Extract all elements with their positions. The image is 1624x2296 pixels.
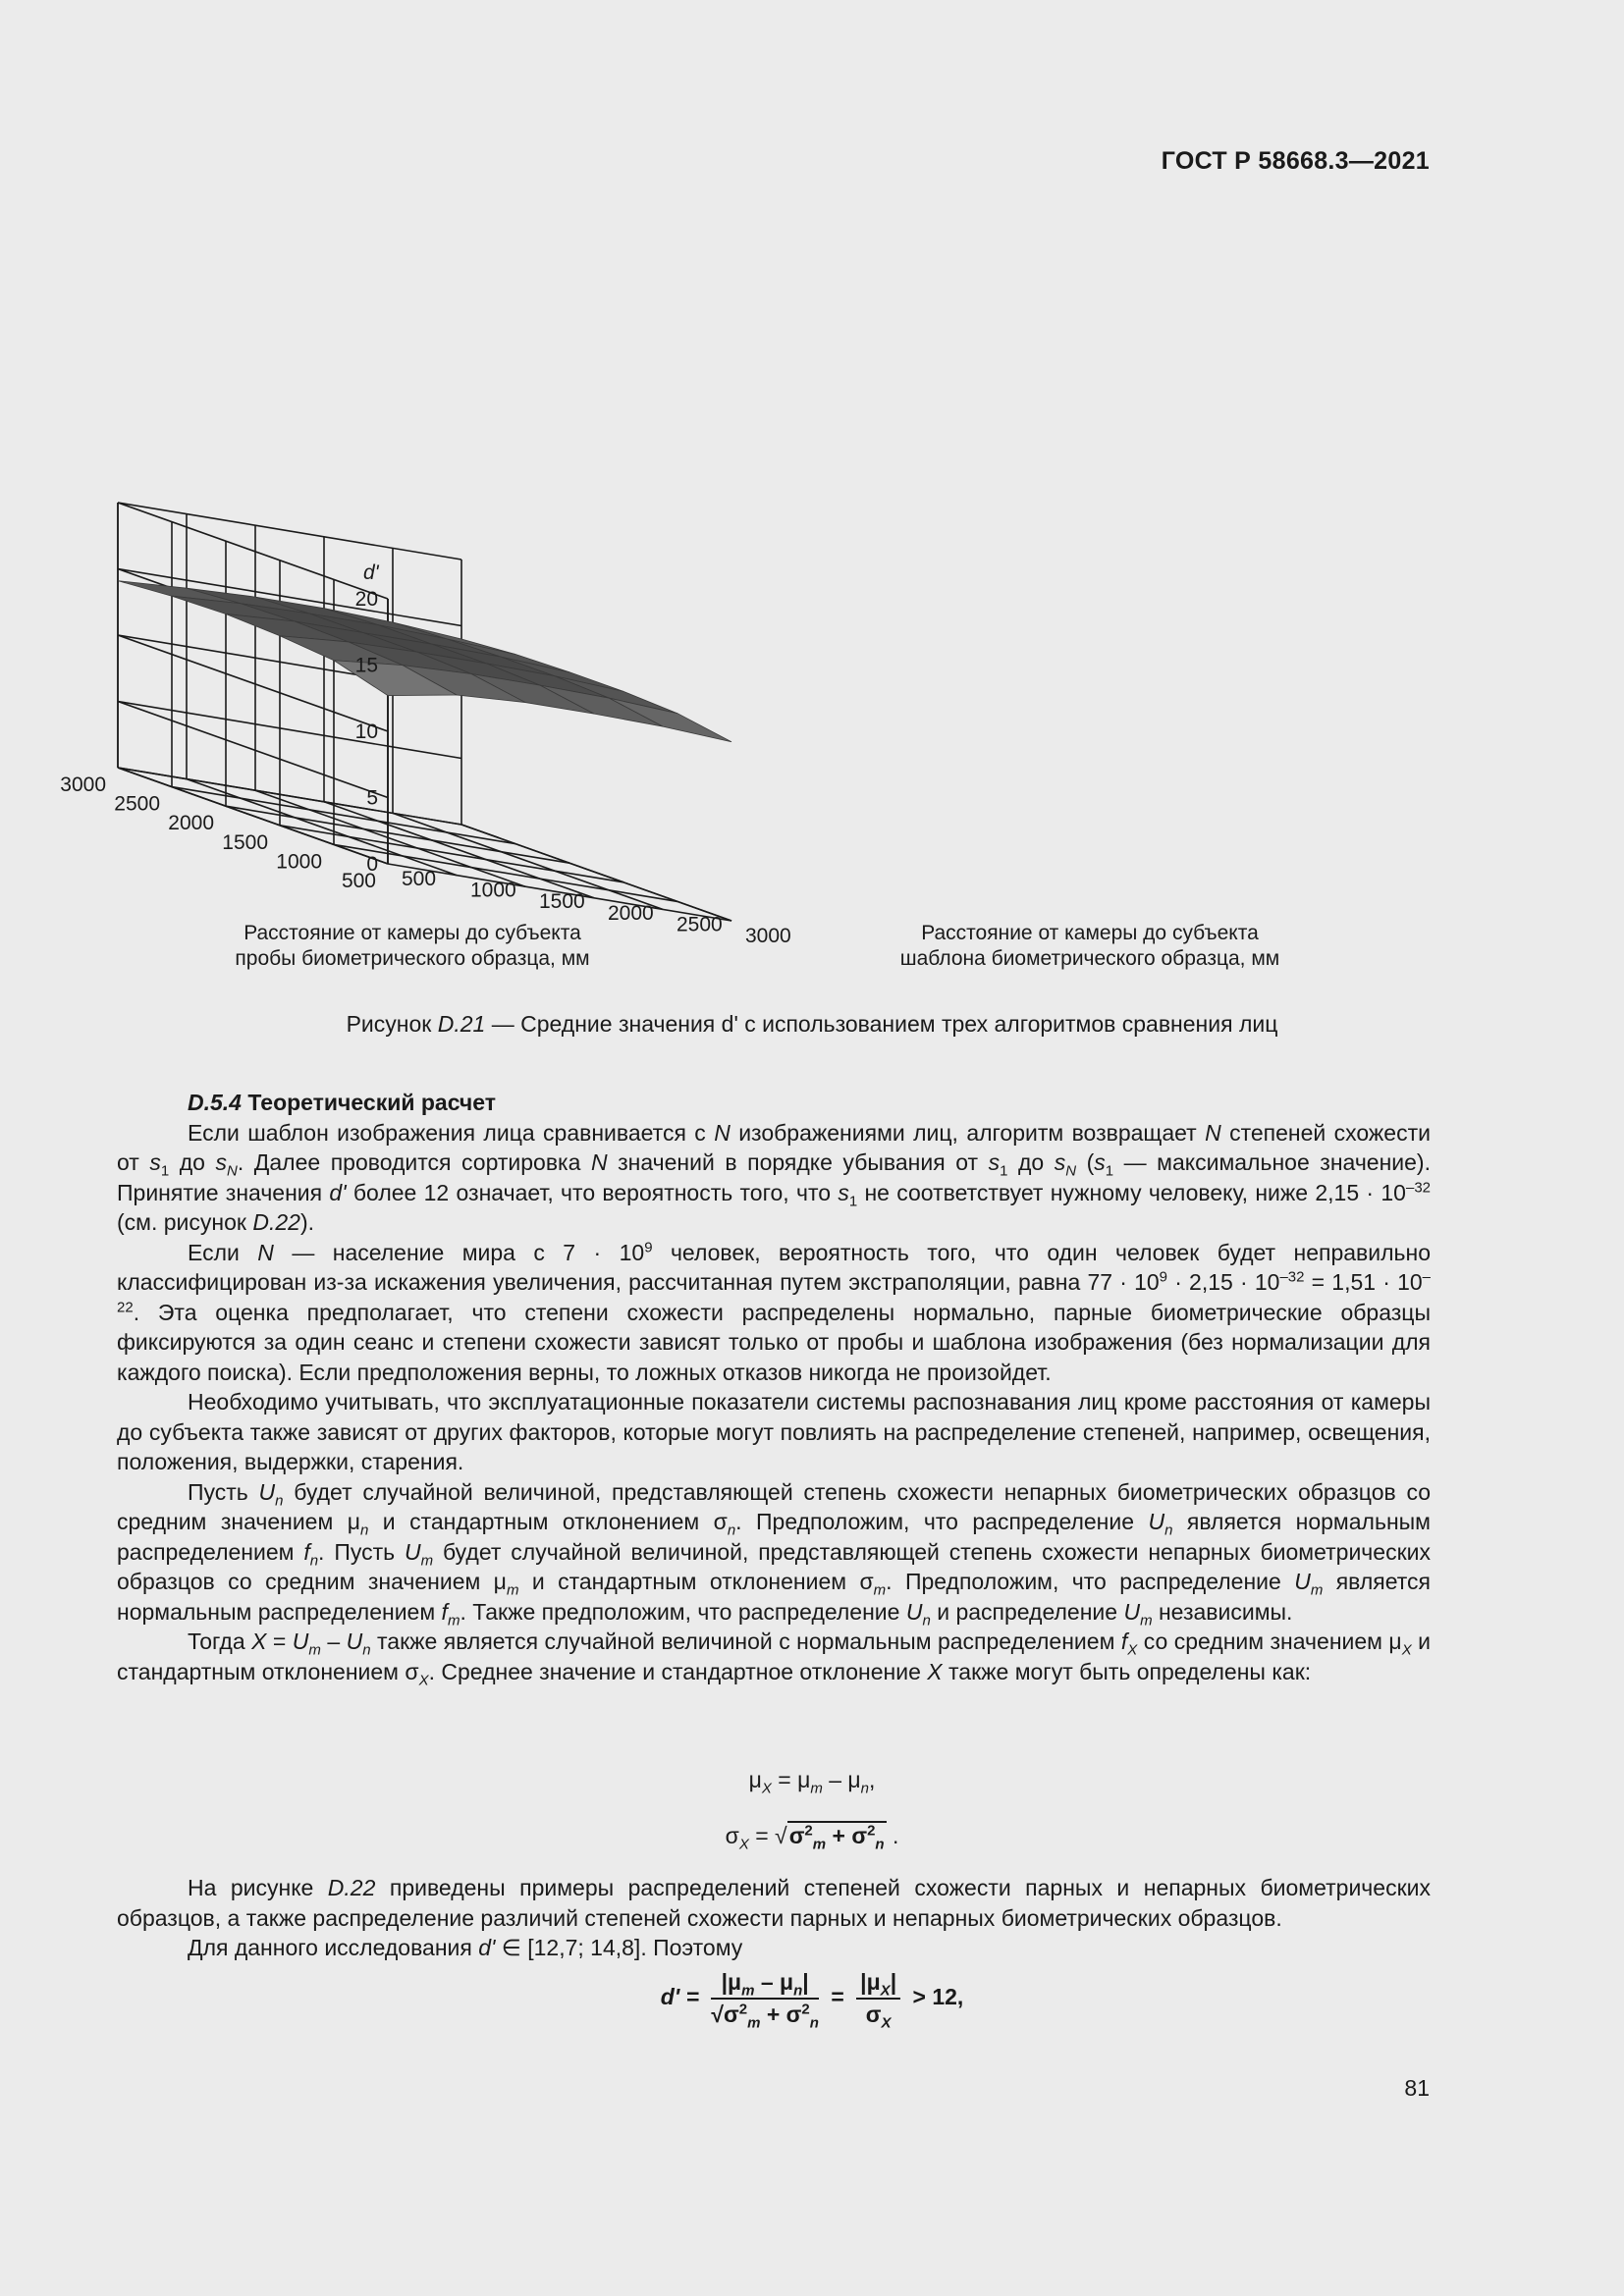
p1-t8: до <box>169 1149 216 1175</box>
p5-t17: X <box>927 1658 943 1684</box>
p1-t23: d' <box>329 1179 347 1205</box>
p5-t12: со средним значением μ <box>1137 1629 1402 1654</box>
section-heading <box>117 1088 1431 1118</box>
f3-d1: √σ <box>711 2002 739 2027</box>
caption-prefix: Рисунок <box>346 1011 432 1037</box>
formula-mean <box>0 1767 1624 1797</box>
f3-n3: | <box>802 1969 809 1995</box>
x-tick-0: 500 <box>402 868 437 890</box>
f3-d1p: 2 <box>738 2001 748 2018</box>
p1-t3: изображениями лиц, алгоритм возвращает <box>730 1119 1206 1146</box>
f2-f: m <box>812 1836 827 1853</box>
p5-t15: X <box>418 1672 429 1689</box>
p4-t31: U <box>1123 1598 1141 1625</box>
p2-t1: Если <box>188 1239 258 1265</box>
p2-t2: N <box>257 1239 274 1265</box>
f1-b: X <box>761 1780 772 1797</box>
f3-db1: σ <box>865 2002 882 2027</box>
f3-d2: + σ <box>760 2002 802 2027</box>
f1-g: , <box>869 1767 876 1792</box>
p1-t20: s <box>1094 1149 1106 1175</box>
p1-t11: . Далее проводится сортировка <box>237 1149 591 1175</box>
right-wall-h-4 <box>118 503 461 560</box>
p4-t2: U <box>258 1478 276 1505</box>
z-tick-0: 0 <box>366 853 378 876</box>
p1-t26: 1 <box>848 1193 858 1210</box>
left-wall-h-1 <box>118 702 388 798</box>
p1-t13: значений в порядке убывания от <box>607 1149 989 1175</box>
f2-i: n <box>875 1836 885 1853</box>
y-tick-2: 1500 <box>222 830 268 854</box>
p4-t15: U <box>405 1538 421 1565</box>
paragraph-5 <box>117 1627 1432 1689</box>
f3-d2s: n <box>809 2014 819 2032</box>
p2-t3: — население мира с 7 · 10 <box>273 1239 645 1265</box>
p1-t31: ). <box>299 1209 314 1235</box>
chart-surface <box>118 581 731 742</box>
f3-n2s: n <box>793 1982 803 2000</box>
p4-t1: Пусть <box>188 1478 259 1505</box>
p1-t14: s <box>988 1149 1001 1175</box>
f3-nb1: |μ <box>860 1969 881 1995</box>
f3-num1 <box>711 1969 819 2000</box>
f2-a: σ <box>725 1823 739 1848</box>
f2-b: X <box>738 1836 749 1853</box>
f1-e: – μ <box>822 1767 861 1792</box>
p1-t9: s <box>215 1149 228 1175</box>
p5-t18: также могут быть определены как: <box>942 1658 1312 1684</box>
y-axis-label-2: пробы биометрического образца, мм <box>235 947 590 970</box>
right-wall-h-1 <box>118 702 461 759</box>
p5-t14: и стандартным отклонением σ <box>117 1629 1432 1684</box>
p4-t14: . Пусть <box>318 1538 405 1565</box>
y-tick-1: 1000 <box>276 850 322 874</box>
p1-t4: N <box>1205 1119 1221 1146</box>
p4-t29: n <box>922 1612 931 1629</box>
y-tick-0: 500 <box>341 870 376 892</box>
p5-t13: X <box>1401 1641 1412 1659</box>
p4-t26: m <box>447 1612 460 1629</box>
p5-t6: – <box>320 1629 347 1654</box>
p4-t3: n <box>275 1492 284 1510</box>
surface-patch-0-4 <box>118 581 241 604</box>
p1-t28: –32 <box>1405 1178 1432 1196</box>
p4-t6: и стандартным отклонением σ <box>368 1509 728 1534</box>
p2-t8: –32 <box>1279 1268 1305 1286</box>
y-tick-3: 2000 <box>168 812 214 835</box>
y-tick-4: 2500 <box>114 792 160 816</box>
paragraph-4 <box>117 1477 1431 1628</box>
z-axis-label: d' <box>363 561 379 584</box>
paragraph-2 <box>117 1238 1431 1388</box>
p5-t7: U <box>346 1629 363 1654</box>
p5-t5: m <box>308 1641 321 1659</box>
p4-t32: m <box>1140 1612 1153 1629</box>
p2-t6: 9 <box>1159 1268 1168 1286</box>
p6-t1: На рисунке <box>188 1875 328 1900</box>
p6-t2: D.22 <box>327 1875 376 1900</box>
p1-t6: s <box>149 1149 161 1175</box>
f3-d2p: 2 <box>801 2001 810 2018</box>
f3-eq: = <box>831 1984 844 2010</box>
p4-t12: f <box>303 1538 310 1565</box>
f2-d: σ <box>788 1823 805 1848</box>
p1-t2: N <box>714 1119 731 1146</box>
p1-t1: Если шаблон изображения лица сравнивается с <box>188 1119 715 1146</box>
p5-t11: X <box>1127 1641 1138 1659</box>
p1-t25: s <box>838 1179 849 1205</box>
p1-t12: N <box>590 1149 608 1175</box>
f1-a: μ <box>748 1767 762 1792</box>
p4-t8: . Предположим, что распределение <box>735 1509 1149 1534</box>
p1-t15: 1 <box>1000 1162 1008 1180</box>
p5-t9: также является случайной величиной с нормальным распределением <box>370 1629 1121 1654</box>
p1-t22: — максимальное значение). Принятие значения <box>117 1149 1431 1205</box>
z-tick-3: 15 <box>354 654 378 677</box>
p4-t30: и распределение <box>930 1598 1124 1625</box>
p1-t18: N <box>1065 1162 1077 1180</box>
body-text-2 <box>117 1873 1431 1963</box>
page-number: 81 <box>1404 2075 1430 2101</box>
x-tick-4: 2500 <box>677 913 723 936</box>
x-tick-3: 2000 <box>608 901 654 925</box>
f1-c: = μ <box>771 1767 811 1792</box>
p1-t27: не соответствует нужному человеку, ниже 2,15 · 10 <box>857 1179 1406 1205</box>
p4-t11: является нормальным распределением <box>117 1509 1431 1565</box>
p1-t24: более 12 означает, что вероятность того, что <box>346 1179 839 1205</box>
p5-t10: f <box>1120 1629 1128 1654</box>
p1-t29: (см. рисунок <box>117 1209 253 1235</box>
p4-t10: n <box>1164 1522 1173 1539</box>
surface-chart <box>60 221 1384 987</box>
p4-t23: m <box>1310 1581 1324 1599</box>
p7-t1: Для данного исследования <box>188 1935 479 1960</box>
f3-n1s: m <box>741 1982 755 2000</box>
p4-t28: U <box>905 1598 923 1625</box>
f3-den2 <box>856 2000 900 2032</box>
p4-t22: U <box>1294 1569 1311 1594</box>
f3-frac2 <box>856 1969 900 2032</box>
f3-d1s: m <box>747 2014 761 2032</box>
p4-t16: m <box>420 1552 434 1570</box>
y-axis-label-1: Расстояние от камеры до субъекта <box>244 922 581 944</box>
p1-t21: 1 <box>1105 1162 1114 1180</box>
f3-n2: – μ <box>754 1969 794 1995</box>
p4-t24: является нормальным распределением <box>117 1569 1431 1625</box>
p2-t10: –22 <box>117 1268 1432 1315</box>
p4-t33: независимы. <box>1152 1598 1293 1625</box>
f3-tail: > 12, <box>912 1984 964 2010</box>
paragraph-1 <box>117 1118 1431 1238</box>
p4-t17: будет случайной величиной, представляющей степень схожести непарных биометрических образцов со средним значением μ <box>117 1538 1431 1594</box>
p4-t21: . Предположим, что распределение <box>886 1569 1295 1594</box>
f3-n1: |μ <box>721 1969 742 1995</box>
f3-db1s: X <box>881 2014 892 2032</box>
p2-t7: · 2,15 · 10 <box>1167 1269 1280 1295</box>
p1-t19: ( <box>1076 1149 1095 1175</box>
p2-t4: 9 <box>644 1238 653 1255</box>
p5-t1: Тогда <box>188 1629 252 1654</box>
f2-radicand <box>787 1821 887 1853</box>
caption-text: — Средние значения d' с использованием трех алгоритмов сравнения лиц <box>485 1011 1278 1037</box>
p4-t9: U <box>1148 1509 1165 1534</box>
p4-t18: m <box>506 1581 519 1599</box>
p6-t3: приведены примеры распределений степеней схожести парных и непарных биометрических образцов, а также распределение различий степеней схожести парных и непарных биометрических образцов. <box>117 1875 1431 1931</box>
x-axis-label-1: Расстояние от камеры до субъекта <box>921 922 1259 944</box>
left-wall-h-4 <box>118 503 388 599</box>
p5-t16: . Среднее значение и стандартное отклонение <box>428 1658 928 1684</box>
p4-t19: и стандартным отклонением σ <box>518 1569 874 1594</box>
x-tick-5: 3000 <box>745 925 791 947</box>
f1-f: n <box>860 1780 870 1797</box>
p4-t27: . Также предположим, что распределение <box>460 1598 906 1625</box>
p5-t3: = <box>266 1629 293 1654</box>
p7-t2: d' <box>478 1935 496 1960</box>
f2-e: 2 <box>804 1822 813 1840</box>
f2-h: 2 <box>867 1822 876 1840</box>
f3-nb1s: X <box>880 1982 891 2000</box>
document-header: ГОСТ Р 58668.3—2021 <box>1161 147 1430 175</box>
p1-t5: степеней схожести от <box>117 1119 1431 1175</box>
chart-labels <box>60 561 1279 970</box>
formula-std <box>0 1822 1624 1853</box>
paragraph-3: Необходимо учитывать, что эксплуатационные показатели системы распознавания лиц кроме расстояния от камеры до субъекта также зависят от других факторов, которые могут повлиять на распределение степеней, например, освещения, положения, выдержки, старения. <box>117 1389 1431 1474</box>
p1-t7: 1 <box>160 1162 170 1180</box>
p4-t5: n <box>360 1522 369 1539</box>
z-tick-2: 10 <box>354 721 378 743</box>
f3-num2 <box>856 1969 900 2000</box>
p1-t16: до <box>1007 1149 1055 1175</box>
paragraph-7 <box>117 1933 1431 1963</box>
f2-c: = √ <box>748 1823 787 1848</box>
p4-t4: будет случайной величиной, представляющей степень схожести непарных биометрических образцов со средним значением μ <box>117 1478 1431 1534</box>
y-tick-5: 3000 <box>60 774 106 796</box>
f2-j: . <box>886 1823 899 1848</box>
p2-t11: . Эта оценка предполагает, что степени схожести распределены нормально, парные биометрические образцы фиксируются за один сеанс и степени схожести зависят только от пробы и шаблона изображения (без нормализации для каждого поиска). Если предположения верны, то ложных отказов никогда не произойдет. <box>117 1299 1431 1385</box>
p1-t10: N <box>227 1162 238 1180</box>
p2-t9: = 1,51 · 10 <box>1304 1269 1423 1295</box>
p4-t20: m <box>873 1581 887 1599</box>
p4-t13: n <box>309 1552 319 1570</box>
f2-g: + σ <box>826 1823 868 1848</box>
p5-t2: X <box>251 1629 267 1654</box>
p2-t5: человек, вероятность того, что один человек будет неправильно классифицирован из-за искажения увеличения, рассчитанная путем экстраполяции, равна 77 · 10 <box>117 1239 1431 1295</box>
f1-d: m <box>810 1780 823 1797</box>
p5-t4: U <box>292 1629 309 1654</box>
z-tick-4: 20 <box>354 588 378 611</box>
section-number: D.5.4 <box>188 1090 242 1115</box>
p4-t25: f <box>441 1598 448 1625</box>
f3-lhs: d' = <box>660 1984 700 2010</box>
x-tick-2: 1500 <box>539 890 585 914</box>
p5-t8: n <box>362 1641 371 1659</box>
z-tick-1: 5 <box>366 786 378 810</box>
x-axis-label-2: шаблона биометрического образца, мм <box>899 947 1280 970</box>
p1-t30: D.22 <box>252 1209 300 1235</box>
p7-t3: ∈ [12,7; 14,8]. Поэтому <box>495 1935 743 1960</box>
caption-number: D.21 <box>437 1011 486 1037</box>
figure-caption <box>0 1011 1624 1038</box>
p1-t17: s <box>1054 1149 1066 1175</box>
f3-nb2: | <box>890 1969 897 1995</box>
paragraph-6 <box>117 1873 1431 1933</box>
formula-dprime <box>0 1969 1624 2032</box>
x-tick-1: 1000 <box>470 879 516 902</box>
body-text <box>117 1088 1432 1689</box>
f3-den1 <box>711 2000 819 2032</box>
p4-t7: n <box>727 1522 736 1539</box>
f3-frac1 <box>711 1969 819 2032</box>
section-title: Теоретический расчет <box>241 1090 497 1115</box>
